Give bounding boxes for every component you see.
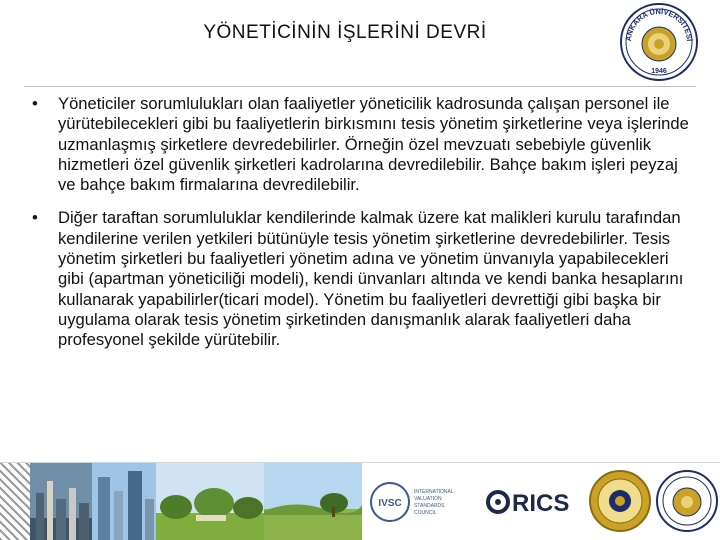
bullet-dot: • [32,208,38,228]
slide-title: YÖNETİCİNİN İŞLERİNİ DEVRİ [203,22,487,43]
ivsc-line-4: COUNCIL [414,510,437,516]
seal-year: 1946 [651,68,667,75]
skyline-photo [30,463,92,540]
university-seal-gold-logo [588,465,652,537]
bullet-text: Diğer taraftan sorumluluklar kendilerinde kalmak üzere kat malikleri kurulu tarafından kendilerine verilen yetkileri bütünüyle tesis yönetim şirketlerine devredebilirler. Tesis yönetim şirketleri bu faaliyetleri yönetim adına ve yönetim ünvanıyla yapabilecekleri gibi (apartman yöneticiliği modeli), kendi ünvanları altında ve kendi banka hesaplarını kullanarak yapabilirler(ticari model). Yönetim bu faaliyetleri devrettiği gibi başka bir uygulama olarak tesis yönetim şirketinden danışmanlık alarak faaliyetleri daha profesyonel şekilde yürütebilir. [58,208,684,350]
ivsc-abbr: IVSC [378,498,402,509]
bullet-item [32,208,692,350]
footer-stripes [0,463,30,540]
towers-photo [92,463,156,540]
ivsc-logo [368,473,468,531]
university-seal-navy-logo [655,465,719,537]
ivsc-line-1: INTERNATIONAL [414,489,454,495]
ivsc-line-3: STANDARDS [414,503,445,509]
seal-arc-text: ANKARA ÜNİVERSİTESİ [623,6,695,42]
bullet-text: Yöneticiler sorumlulukları olan faaliyetler yöneticilik kadrosunda çalışan personel ile yürütebilecekleri gibi bu faaliyetlerin birkısmını tesis yönetim şirketlerine veya işlerinde uzmanlaşmış şirketlere devredebilirler. Örneğin özel mevzuatı sebebiyle güvenlik hizmetleri özel güvenlik şirketleri kadrolarına devredilebilir. Bahçe bakım işleri peyzaj ve bahçe bakım firmalarına devredilebilir. [58,94,689,195]
bullet-item [32,94,692,195]
rics-wordmark: RICS [512,490,570,517]
ivsc-line-2: VALUATION [414,496,442,502]
landscape-photo [264,463,362,540]
bullet-list [32,94,692,364]
rics-logo [482,473,582,531]
ankara-university-seal-logo [619,2,699,82]
footer-banner [0,463,720,540]
park-photo [156,463,264,540]
bullet-dot: • [32,94,38,113]
title-divider [24,86,696,87]
